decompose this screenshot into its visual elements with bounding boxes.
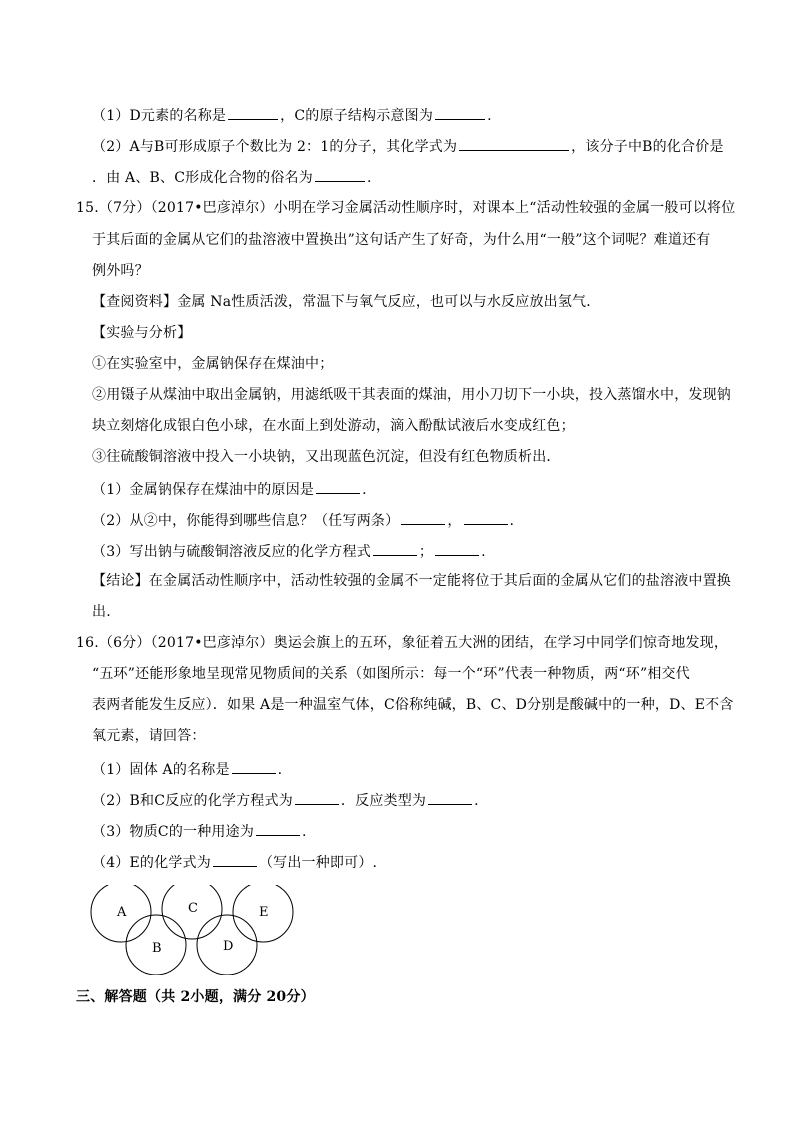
q15-line3: 例外吗？ xyxy=(92,263,149,279)
ring-label-c: C xyxy=(188,901,198,916)
answer-blank[interactable] xyxy=(256,821,300,836)
q16-sub1-end: . xyxy=(277,762,283,778)
q15-line2: 于其后面的金属从它们的盐溶液中置换出”这句话产生了好奇，为什么用“一般”这个词呢？难道还有 xyxy=(92,232,711,248)
ring-label-e: E xyxy=(259,905,269,920)
answer-blank[interactable] xyxy=(228,105,278,120)
answer-blank[interactable] xyxy=(316,479,360,494)
q16-sub3 xyxy=(92,821,307,841)
q16-line3: 表两者能发生反应）．如果 A是一种温室气体，C俗称纯碱，B、C、D分别是酸碱中的一种，D、E不含 xyxy=(92,697,734,713)
q16-sub4-end: （写出一种即可）. xyxy=(258,855,378,871)
answer-blank[interactable] xyxy=(428,790,472,805)
answer-blank[interactable] xyxy=(232,759,276,774)
q15-step1: ①在实验室中，金属钠保存在煤油中； xyxy=(92,356,334,372)
q15-sub2-mid: ， xyxy=(447,513,462,529)
q16-sub2 xyxy=(92,790,479,810)
q15-sub3-end: . xyxy=(481,544,486,560)
q14-sub2-cont xyxy=(92,167,372,187)
q15-research: 【查阅资料】金属 Na性质活泼，常温下与氧气反应，也可以与水反应放出氢气． xyxy=(92,294,601,310)
q15-conclusion-a: 【结论】在金属活动性顺序中，活动性较强的金属不一定能将位于其后面的金属从它们的盐溶液中置换 xyxy=(92,573,731,589)
q15-sub1-text: （1）金属钠保存在煤油中的原因是 xyxy=(92,482,315,498)
five-rings-diagram xyxy=(88,885,303,975)
q16-line1: 16.（6分）（2017•巴彦淖尔）奥运会旗上的五环，象征着五大洲的团结，在学习中同学们惊奇地发现， xyxy=(76,635,729,651)
q16-sub1-text: （1）固体 A的名称是 xyxy=(92,762,230,778)
q14-sub1-end: . xyxy=(487,108,492,124)
q15-sub3-mid: ； xyxy=(418,544,434,560)
q15-sub1 xyxy=(92,479,367,499)
answer-blank[interactable] xyxy=(373,541,417,556)
answer-blank[interactable] xyxy=(464,510,508,525)
q14-sub1 xyxy=(92,105,492,125)
q15-step2a: ②用镊子从煤油中取出金属钠，用滤纸吸干其表面的煤油，用小刀切下一小块，投入蒸馏水中，发现钠 xyxy=(92,387,731,403)
q15-sub3 xyxy=(92,541,486,561)
q15-sub2-end: . xyxy=(509,513,515,529)
q15-step2b: 块立刻熔化成银白色小球，在水面上到处游动，滴入酚酞试液后水变成红色； xyxy=(92,418,575,434)
q16-sub3-text: （3）物质C的一种用途为 xyxy=(92,824,255,840)
q15-conclusion-b: 出. xyxy=(92,604,111,620)
q16-sub2-mid: ．反应类型为 xyxy=(340,793,427,809)
q14-sub2-cont-text: ．由 A、B、C形成化合物的俗名为 xyxy=(92,170,313,186)
answer-blank[interactable] xyxy=(295,790,339,805)
q14-sub1-mid: ，C的原子结构示意图为 xyxy=(280,108,434,124)
q16-sub4-text: （4）E的化学式为 xyxy=(92,855,211,871)
q15-step3: ③往硫酸铜溶液中投入一小块钠，又出现蓝色沉淀，但没有红色物质析出． xyxy=(92,449,561,465)
q16-sub3-end: . xyxy=(302,824,307,840)
q16-line4: 氧元素，请回答： xyxy=(92,728,206,744)
answer-blank[interactable] xyxy=(435,105,485,120)
q14-sub1-text: （1）D元素的名称是 xyxy=(92,108,227,124)
answer-blank[interactable] xyxy=(213,852,257,867)
section-3-heading: 三、解答题（共 2小题，满分 20分） xyxy=(76,989,315,1005)
q15-sub2-text: （2）从②中，你能得到哪些信息？（任写两条） xyxy=(92,513,400,529)
answer-blank[interactable] xyxy=(401,510,445,525)
q16-sub2-end: . xyxy=(474,793,479,809)
q14-sub2-text: （2）A与B可形成原子个数比为 2：1的分子，其化学式为 xyxy=(92,139,458,155)
q16-sub4 xyxy=(92,852,377,872)
ring-label-b: B xyxy=(152,941,162,956)
answer-blank[interactable] xyxy=(459,136,569,151)
ring-label-a: A xyxy=(117,905,127,920)
q16-sub1 xyxy=(92,759,282,779)
q16-line2: “五环”还能形象地呈现常见物质间的关系（如图所示：每一个“环”代表一种物质，两“环”相交代 xyxy=(92,666,690,682)
answer-blank[interactable] xyxy=(435,541,479,556)
q15-sub2 xyxy=(92,510,514,530)
ring-label-d: D xyxy=(223,939,234,954)
q14-sub2-cont-end: . xyxy=(366,170,372,186)
q15-sub1-end: . xyxy=(362,482,367,498)
q14-sub2-end: ，该分子中B的化合价是 xyxy=(571,139,724,155)
q15-sub3-text: （3）写出钠与硫酸铜溶液反应的化学方程式 xyxy=(92,544,371,560)
q15-experiment-title: 【实验与分析】 xyxy=(92,325,192,341)
q15-line1: 15.（7分）（2017•巴彦淖尔）小明在学习金属活动性顺序时，对课本上“活动性较强的金属一般可以将位 xyxy=(76,200,736,216)
q14-sub2 xyxy=(92,136,724,156)
answer-blank[interactable] xyxy=(315,167,365,182)
q16-sub2-text: （2）B和C反应的化学方程式为 xyxy=(92,793,293,809)
